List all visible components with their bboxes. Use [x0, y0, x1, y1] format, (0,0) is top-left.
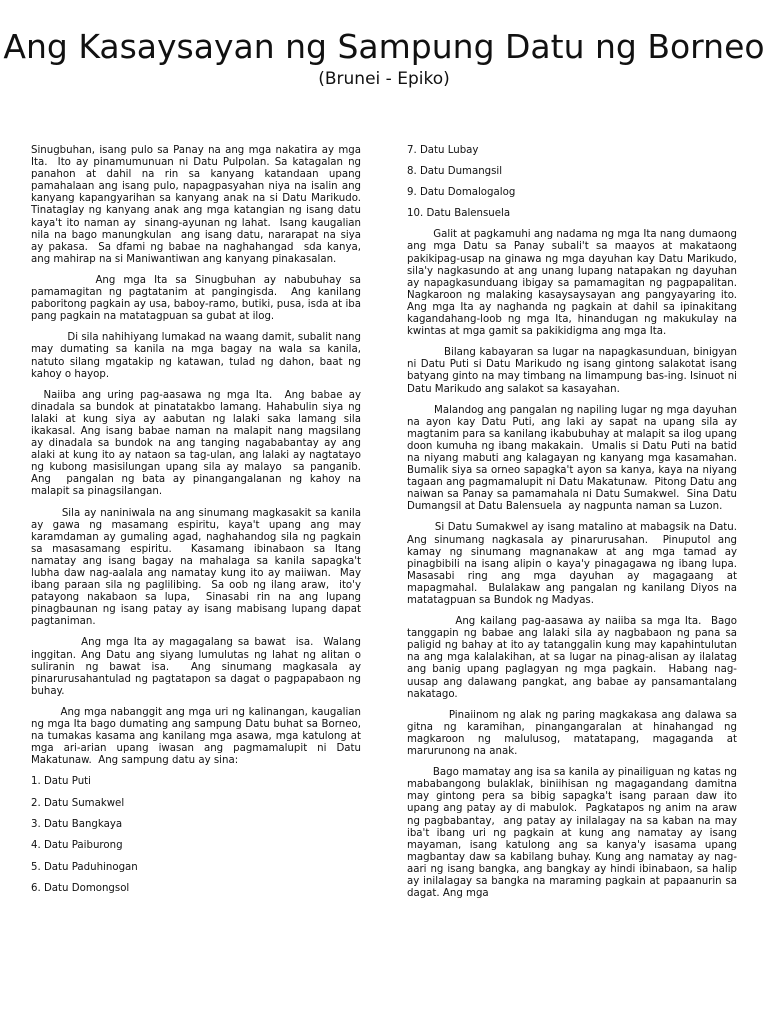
document-title: Ang Kasaysayan ng Sampung Datu ng Borneo — [3, 27, 765, 66]
paragraph: Galit at pagkamuhi ang nadama ng mga Ita nang dumaong ang mga Datu sa Panay subali't sa maayos at makataong pakikipag-usap na ginawa ng mga dayuhan kay Datu Marikudo, sila'y nagkasundo at ang unang lupang natapakan ng dayuhan ay napagkasunduang ibigay sa pamamagitan ng pagpapalitan. Nagkaroon ng malaking kasaysaysayan ang pangyayaring ito. Ang mga Ita ay naghanda ng pagkain at dahil sa ipinakitang kagandahang-loob ng mga Ita, hinandugan ng makukulay na kwintas at mga gamit sa pakikidigma ang mga Ita. — [407, 229, 744, 338]
datu-list-item: 4. Datu Paiburong — [31, 840, 123, 852]
paragraph: Bago mamatay ang isa sa kanila ay pinailiguan ng katas ng mababangong bulaklak, biniihisan ng magagandang damitna may gintong pera sa bibig sapagka't isang paraan daw ito upang ang patay ay di mabulok. Pagkatapos ng anim na araw ng pagbabantay, ang patay ay inilalagay na sa kaban na may iba't ibang uri ng pagkain at kung ang namatay ay isang mayaman, isang katulong ang sa kanya'y isasama upang magbantay daw sa kabilang buhay. Kung ang namatay ay nag-aari ng isang bangka, ang bangkay ay hindi ibinabaon, sa halip ay inilalagay sa bangka na maraming pagkain at papaanurin sa dagat. Ang mga — [407, 767, 741, 900]
document-subtitle: (Brunei - Epiko) — [318, 69, 450, 89]
paragraph: Ang kailang pag-aasawa ay naiiba sa mga Ita. Bago tanggapin ng babae ang lalaki sila ay nagbabaon ng pana sa paligid ng bahay at ito ay tatanggalin kung may kapahintulutan na ang mga kalalakihan, at sa lugar na pinag-alisan ay ilalatag ang banig upang paglagyan ng mga pagkain. Habang nag-uusap ang dalawang pangkat, ang babae ay pansamantalang nakatago. — [407, 616, 741, 700]
paragraph: Bilang kabayaran sa lugar na napagkasunduan, binigyan ni Datu Puti si Datu Marikudo ng isang gintong salakotat isang batyang ginto na may timbang na limampung bas-ing. Isinuot ni Datu Marikudo ang salakot sa kasayahan. — [407, 347, 741, 395]
datu-list-item: 3. Datu Bangkaya — [31, 818, 123, 830]
paragraph: Pinaiinom ng alak ng paring magkakasa ang dalawa sa gitna ng karamihan, pinangangaralan at hinahangad ng magkaroon ng malulusog, matatapang, magaganda at marurunong na anak. — [407, 709, 741, 758]
datu-list-item: 10. Datu Balensuela — [407, 208, 511, 220]
body-columns — [31, 145, 744, 1024]
paragraph: Si Datu Sumakwel ay isang matalino at mabagsik na Datu. Ang sinumang nagkasala ay pinarurusahan. Pinuputol ang kamay ng sinumang magnanakaw at ang mga tamad ay pinagbibili na isang alipin o kaya'y pinagagawa ng ibang lupa. Masasabi ring ang mga dayuhan ay magagaang at mapagmahal. Bulalakaw ang pangalan ng kanilang Diyos na matatagpuan sa Bundok ng Madyas. — [407, 522, 744, 606]
right-column — [407, 145, 744, 909]
datu-list-item: 6. Datu Domongsol — [31, 882, 130, 894]
datu-list-item: 1. Datu Puti — [31, 776, 91, 788]
datu-list-item: 7. Datu Lubay — [407, 145, 479, 156]
datu-list-item: 8. Datu Dumangsil — [407, 166, 503, 178]
paragraph: Malandog ang pangalan ng napiling lugar ng mga dayuhan na ayon kay Datu Puti, ang laki ay sapat na upang sila ay magtanim para sa kanilang ikabubuhay at malapit sa ilog upang doon kumuha ng ibang makakain. Umalis si Datu Puti na batid na niyang mabuti ang kalagayan ng kanyang mga kasamahan. Bumalik siya sa orneo sapagka't ayon sa kanya, kaya na niyang tagaan ang pagmamalupit ni Datu Makatunaw. Pitong Datu ang naiwan sa Panay sa pamamahala ni Datu Sumakwel. Sina Datu Dumangsil at Datu Balensuela ay nagpunta naman sa Luzon. — [407, 404, 741, 513]
paragraph: Naiiba ang uring pag-aasawa ng mga Ita. Ang babae ay dinadala sa bundok at pinatatakbo lamang. Hahabulin siya ng lalaki at kung siya ay aabutan ng lalaki saka lamang sila ikakasal. Ang isang babae naman na malapit nang magsilang ay dinadala sa bundok na ang tanging nagababantay ay ang alaki at kung ito ay nataon sa tag-ulan, ang lalaki ay nagtatayo ng kubong masisilungan upang sila ay malayo sa panganib. Ang pangalan ng bata ay pinangangalanan ng kahoy na malapit sa pinagsilangan. — [31, 389, 368, 498]
datu-list-item: 5. Datu Paduhinogan — [31, 861, 138, 873]
paragraph: Ang mga nabanggit ang mga uri ng kalinangan, kaugalian ng mga Ita bago dumating ang sampung Datu buhat sa Borneo, na tumakas kasama ang kanilang mga asawa, mga katulong at mga ari-arian upang iwasan ang pagmamalupit ni Datu Makatunaw. Ang sampung datu ay sina: — [31, 706, 365, 767]
paragraph: Ang mga Ita ay magagalang sa bawat isa. Walang inggitan. Ang Datu ang siyang lumulutas ng lahat ng alitan o suliranin ng bawat isa. Ang sinumang magkasala ay pinarurusahantulad ng pagtatapon sa dagat o pagpapabaon ng buhay. — [31, 637, 365, 697]
datu-list-item: 9. Datu Domalogalog — [407, 187, 516, 199]
paragraph: Sila ay naniniwala na ang sinumang magkasakit sa kanila ay gawa ng masamang espiritu, kaya't upang ang may karamdaman ay gumaling agad, naghahandog sila ng pagkain sa masasamang espiritu. Kasamang ibinabaon sa Itang namatay ang isang bagay na mahalaga sa kanila sapagka't lubha daw nag-aalala ang namatay kung ito ay maiiwan. May ibang paraan sila ng paglilibing. Sa oob ng ilang araw, ito'y patayong nakabaon sa lupa, Sinasabi rin na ang lupang pinagbaunan ng isang patay ay isang mabisang lupang dapat pagtaniman. — [31, 507, 365, 628]
paragraph: Ang mga Ita sa Sinugbuhan ay nabubuhay sa pamamagitan ng pagtatanim at pangingisda. Ang kanilang paboritong pagkain ay usa, baboy-ramo, butiki, pusa, isda at iba pang pagkain na matatagpuan sa gubat at ilog. — [31, 274, 365, 323]
paragraph: Sinugbuhan, isang pulo sa Panay na ang mga nakatira ay mga Ita. Ito ay pinamumunuan ni Datu Pulpolan. Sa katagalan ng panahon at dahil na rin sa kanyang katandaan upang pamahalaan ang isang pulo, napagpasyahan niya na isalin ang kanyang kapangyarihan sa kanyang anak na si Datu Marikudo. Tinataglay ng kanyang anak ang mga katangian ng isang datu kaya't ito naman ay sinang-ayunan ng lahat. Isang kaugalian nila na bago manungkulan ang isang datu, nararapat na siya ay pakasa. Sa dfami ng babae na naghahangad sda kanya, ang mahirap na si Maniwantiwan ang kanyang pinakasalan. — [31, 145, 368, 265]
paragraph: Di sila nahihiyang lumakad na waang damit, subalit nang may dumating sa kanila na mga bagay na wala sa kanila, natuto silang mgatakip ng katawan, tulad ng dahon, baat ng kahoy o hayop. — [31, 332, 368, 380]
datu-list-item: 2. Datu Sumakwel — [31, 797, 125, 809]
left-column — [31, 145, 368, 904]
